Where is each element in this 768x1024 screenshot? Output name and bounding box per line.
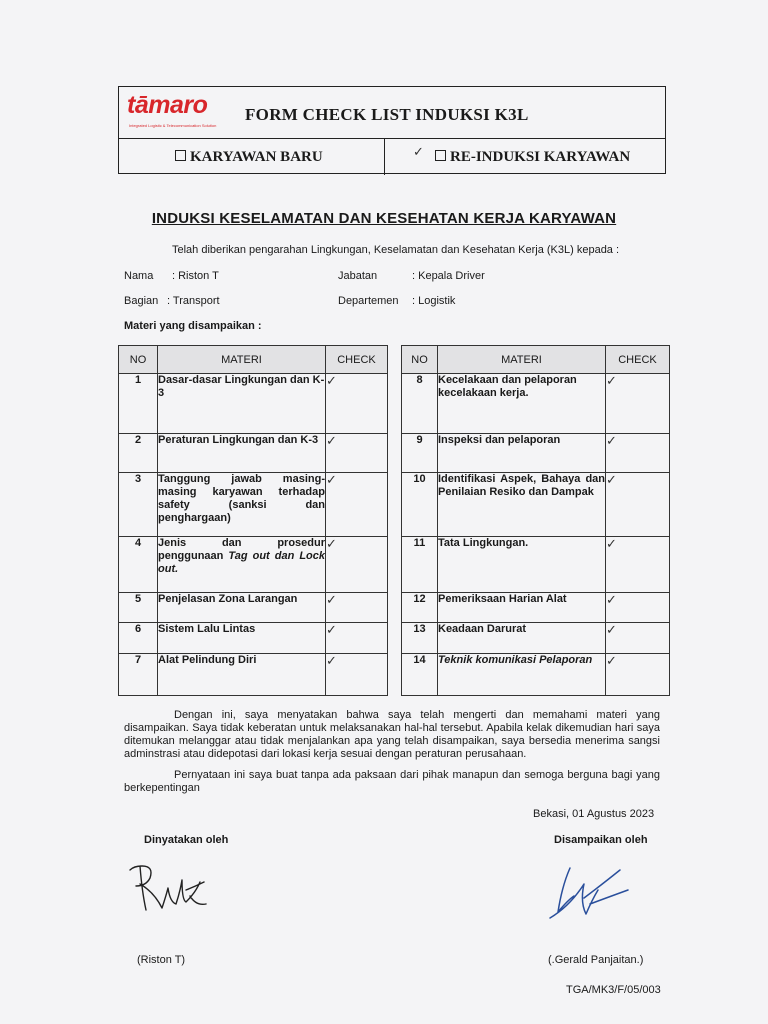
intro-text: Telah diberikan pengarahan Lingkungan, Keselamatan dan Kesehatan Kerja (K3L) kepada :	[172, 244, 620, 256]
row-materi: Tanggung jawab masing-masing karyawan terhadap safety (sanksi dan penghargaan)	[158, 473, 326, 537]
row-no: 6	[119, 623, 158, 654]
row-check-cell[interactable]	[606, 593, 670, 623]
nama-value: : Riston T	[172, 270, 219, 282]
row-check-cell[interactable]	[326, 623, 388, 654]
form-title: FORM CHECK LIST INDUKSI K3L	[245, 105, 529, 124]
check-mark-icon: ✓	[606, 654, 617, 669]
check-mark-icon: ✓	[326, 434, 337, 449]
check-mark-icon: ✓	[326, 654, 337, 669]
table-row	[119, 473, 388, 537]
header-title-row	[119, 87, 665, 139]
header-check: CHECK	[326, 346, 388, 374]
table-row	[119, 593, 388, 623]
materi-table-left	[118, 345, 388, 696]
row-no: 11	[402, 537, 438, 593]
nama-label: Nama	[124, 270, 154, 282]
option-karyawan-baru-label: KARYAWAN BARU	[190, 149, 323, 165]
checkbox-empty-icon	[175, 150, 186, 161]
materi-table-right	[401, 345, 670, 696]
row-materi-text: Jenis dan prosedur penggunaan	[158, 537, 325, 562]
row-check-cell[interactable]	[606, 623, 670, 654]
bagian-label: Bagian	[124, 295, 159, 307]
table-header-row	[119, 346, 388, 374]
table-row	[119, 623, 388, 654]
row-no: 14	[402, 654, 438, 696]
check-mark-icon: ✓	[606, 374, 617, 389]
jabatan-value: : Kepala Driver	[412, 270, 485, 282]
row-check-cell[interactable]	[606, 473, 670, 537]
header-no: NO	[402, 346, 438, 374]
header-divider	[384, 139, 385, 175]
check-mark-icon: ✓	[606, 537, 617, 552]
declared-by-label: Dinyatakan oleh	[144, 834, 229, 846]
option-karyawan-baru[interactable]	[175, 149, 323, 166]
row-no: 7	[119, 654, 158, 696]
check-mark-icon: ✓	[606, 434, 617, 449]
table-row	[119, 434, 388, 473]
row-no: 12	[402, 593, 438, 623]
row-check-cell[interactable]	[326, 473, 388, 537]
check-mark-icon: ✓	[606, 473, 617, 488]
table-row	[119, 537, 388, 593]
declared-by-name: (Riston T)	[137, 954, 186, 966]
row-materi: Inspeksi dan pelaporan	[438, 434, 606, 473]
checkbox-empty-icon	[435, 150, 446, 161]
statement-paragraph-2: Pernyataan ini saya buat tanpa ada paksaan dari pihak manapun dan semoga berguna bagi yang berkepentingan	[124, 769, 660, 794]
signature-gerald-image	[540, 856, 640, 926]
row-check-cell[interactable]	[326, 537, 388, 593]
row-materi: Alat Pelindung Diri	[158, 654, 326, 696]
row-check-cell[interactable]	[326, 374, 388, 434]
form-header	[118, 86, 666, 174]
row-materi: Penjelasan Zona Larangan	[158, 593, 326, 623]
row-check-cell[interactable]	[606, 374, 670, 434]
company-logo: tāmaro	[127, 91, 208, 119]
company-logo-tagline: Integrated Logistic & Telecommunication Solution	[129, 123, 217, 128]
bagian-value: : Transport	[167, 295, 220, 307]
row-no: 3	[119, 473, 158, 537]
table-row	[119, 374, 388, 434]
check-mark-icon: ✓	[326, 473, 337, 488]
header-materi: MATERI	[158, 346, 326, 374]
table-row	[402, 654, 670, 696]
table-row	[402, 537, 670, 593]
delivered-by-name: (.Gerald Panjaitan.)	[548, 954, 644, 966]
table-row	[402, 593, 670, 623]
row-materi: Keadaan Darurat	[438, 623, 606, 654]
materi-label: Materi yang disampaikan :	[124, 320, 262, 332]
row-no: 13	[402, 623, 438, 654]
row-materi-italic: Tag out dan Lock out.	[158, 550, 325, 575]
row-check-cell[interactable]	[326, 593, 388, 623]
row-no: 4	[119, 537, 158, 593]
row-check-cell[interactable]	[606, 654, 670, 696]
statement-paragraph-1: Dengan ini, saya menyatakan bahwa saya telah mengerti dan memahami materi yang disampaikan. Saya tidak keberatan untuk melaksanakan hal-hal tersebut. Apabila kelak dikemudian hari saya ditemukan melanggar atau tidak menjalankan apa yang telah disampaikan, saya bersedia menerima sangsi adminstrasi atau didepotasi dari lokasi kerja sesuai dengan peraturan perusahaan.	[124, 709, 660, 760]
table-header-row	[402, 346, 670, 374]
delivered-by-label: Disampaikan oleh	[554, 834, 648, 846]
row-no: 2	[119, 434, 158, 473]
departemen-label: Departemen	[338, 295, 399, 307]
row-materi: Kecelakaan dan pelaporan kecelakaan kerja.	[438, 374, 606, 434]
row-no: 5	[119, 593, 158, 623]
row-no: 10	[402, 473, 438, 537]
row-materi: Peraturan Lingkungan dan K-3	[158, 434, 326, 473]
row-materi	[158, 537, 326, 593]
row-materi: Identifikasi Aspek, Bahaya dan Penilaian Resiko dan Dampak	[438, 473, 606, 537]
row-check-cell[interactable]	[606, 537, 670, 593]
row-no: 9	[402, 434, 438, 473]
option-re-induksi-label: RE-INDUKSI KARYAWAN	[450, 149, 631, 165]
header-materi: MATERI	[438, 346, 606, 374]
row-no: 1	[119, 374, 158, 434]
row-no: 8	[402, 374, 438, 434]
option-reinduction-check-icon: ✓	[413, 145, 424, 160]
check-mark-icon: ✓	[326, 374, 337, 389]
option-re-induksi[interactable]	[435, 149, 630, 166]
row-check-cell[interactable]	[606, 434, 670, 473]
check-mark-icon: ✓	[326, 537, 337, 552]
row-materi: Tata Lingkungan.	[438, 537, 606, 593]
check-mark-icon: ✓	[606, 593, 617, 608]
row-materi: Pemeriksaan Harian Alat	[438, 593, 606, 623]
jabatan-label: Jabatan	[338, 270, 378, 282]
table-row	[402, 374, 670, 434]
table-row	[402, 623, 670, 654]
check-mark-icon: ✓	[326, 593, 337, 608]
signature-riston-image	[120, 852, 220, 922]
table-row	[119, 654, 388, 696]
row-check-cell[interactable]	[326, 434, 388, 473]
departemen-value: : Logistik	[412, 295, 456, 307]
section-title: INDUKSI KESELAMATAN DAN KESEHATAN KERJA KARYAWAN	[151, 210, 617, 227]
check-mark-icon: ✓	[606, 623, 617, 638]
place-date: Bekasi, 01 Agustus 2023	[533, 808, 655, 820]
row-materi: Teknik komunikasi Pelaporan	[438, 654, 606, 696]
header-check: CHECK	[606, 346, 670, 374]
row-materi: Dasar-dasar Lingkungan dan K-3	[158, 374, 326, 434]
table-row	[402, 434, 670, 473]
row-check-cell[interactable]	[326, 654, 388, 696]
header-no: NO	[119, 346, 158, 374]
table-row	[402, 473, 670, 537]
row-materi: Sistem Lalu Lintas	[158, 623, 326, 654]
document-code: TGA/MK3/F/05/003	[566, 984, 661, 996]
check-mark-icon: ✓	[326, 623, 337, 638]
